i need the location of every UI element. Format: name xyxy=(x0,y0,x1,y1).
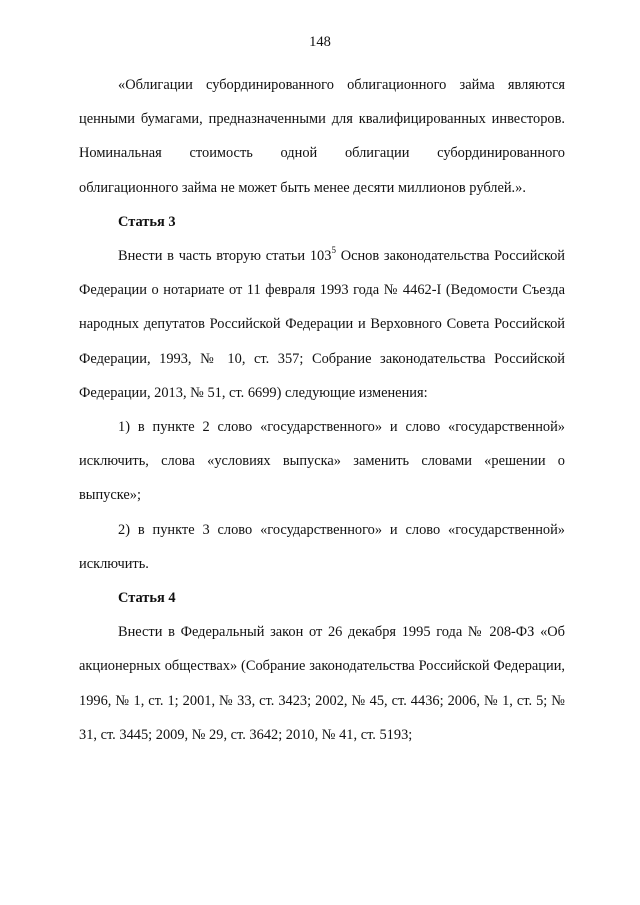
paragraph-article-3-intro xyxy=(79,239,565,410)
superscript-5: 5 xyxy=(331,245,336,256)
document-body xyxy=(79,68,565,752)
paragraph-bonds-definition: «Облигации субординированного облигационного займа являются ценными бумагами, предназначенными для квалифицированных инвесторов. Номинальная стоимость одной облигации субординированного облигационного займа не может быть менее десяти миллионов рублей.». xyxy=(79,77,565,196)
article-3-intro-text: Внести в часть вторую статьи 103 xyxy=(118,248,332,265)
article-4-heading: Статья 4 xyxy=(118,590,176,607)
article-3-heading: Статья 3 xyxy=(118,213,176,230)
page-number: 148 xyxy=(309,34,331,50)
paragraph-item-2: 2) в пункте 3 слово «государственного» и слово «государственной» исключить. xyxy=(79,521,565,572)
article-3-intro-text-cont: Основ законодательства Российской Федерации о нотариате от 11 февраля 1993 года № 4462-I (Ведомости Съезда народных депутатов Российской Федерации и Верховного Совета Российской Федерации, 1993, № 10, ст. 357; Собрание законодательства Российской Федерации, 2013, № 51, ст. 6699) следующие изменения: xyxy=(79,248,565,401)
paragraph-item-1: 1) в пункте 2 слово «государственного» и слово «государственной» исключить, слова «условиях выпуска» заменить словами «решении о выпуске»; xyxy=(79,419,565,504)
paragraph-article-4-intro: Внести в Федеральный закон от 26 декабря 1995 года № 208-ФЗ «Об акционерных обществах» (Собрание законодательства Российской Федерации, 1996, № 1, ст. 1; 2001, № 33, ст. 3423; 2002, № 45, ст. 4436; 2006, № 1, ст. 5; № 31, ст. 3445; 2009, № 29, ст. 3642; 2010, № 41, ст. 5193; xyxy=(79,624,565,743)
